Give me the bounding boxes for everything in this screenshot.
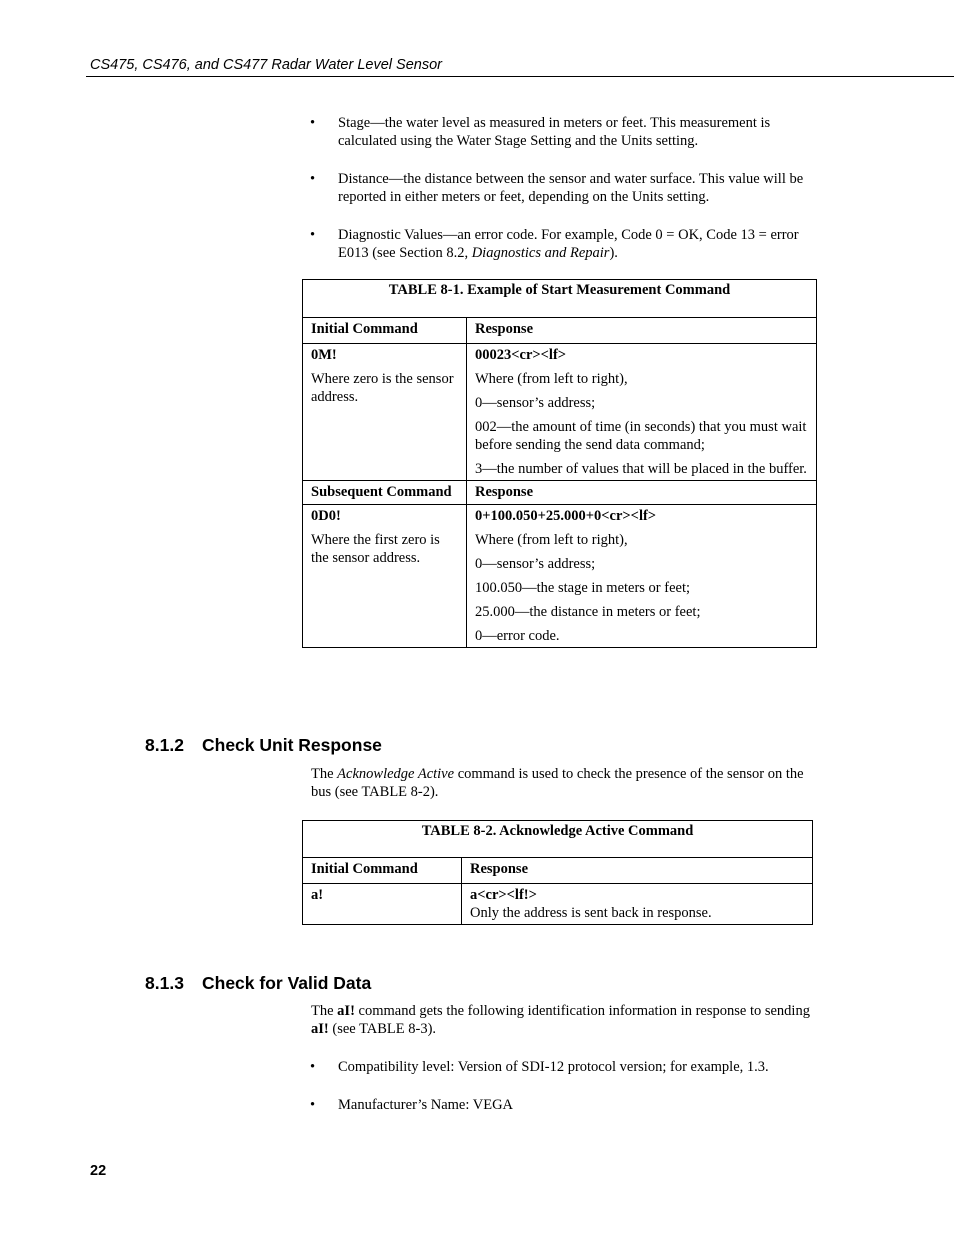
command-note: Where the first zero is the sensor address. bbox=[311, 532, 440, 566]
page-number: 22 bbox=[90, 1163, 107, 1179]
table-caption: TABLE 8-2. Acknowledge Active Command bbox=[303, 821, 813, 858]
response-line: 0—sensor’s address; bbox=[475, 556, 596, 572]
response-line: Where (from left to right), bbox=[475, 371, 628, 387]
section-reference-link[interactable]: Diagnostics and Repair bbox=[471, 245, 610, 261]
table-row bbox=[303, 344, 817, 481]
command-cell bbox=[303, 505, 467, 648]
table-8-2 bbox=[302, 820, 813, 925]
command-code: 0M! bbox=[311, 347, 337, 363]
section-8-1-2-paragraph: The Acknowledge Active command is used to check the presence of the sensor on the bus (see TABLE 8-2). bbox=[311, 766, 804, 800]
running-header: CS475, CS476, and CS477 Radar Water Level Sensor bbox=[90, 57, 442, 73]
bullet-glyph: • bbox=[310, 227, 316, 243]
response-line: 3—the number of values that will be placed in the buffer. bbox=[475, 461, 807, 477]
bullet-diagnostic bbox=[310, 226, 810, 262]
bullet-text: Distance—the distance between the sensor and water surface. This value will be reported in either meters or feet, depending on the Units setting. bbox=[338, 171, 804, 205]
section-heading-8-1-3 bbox=[145, 972, 371, 994]
section-number: 8.1.2 bbox=[145, 735, 184, 755]
section-title: Check for Valid Data bbox=[202, 973, 372, 993]
table-row bbox=[303, 884, 813, 925]
header-rule bbox=[86, 76, 954, 77]
bullet-stage bbox=[310, 114, 810, 150]
column-header-initial-command: Initial Command bbox=[303, 318, 467, 344]
bullet-text: Diagnostic Values—an error code. For example, Code 0 = OK, Code 13 = error E013 (see Section 8.2, Diagnostics and Repair). bbox=[338, 227, 799, 261]
bullet-text: Compatibility level: Version of SDI-12 protocol version; for example, 1.3. bbox=[338, 1059, 769, 1075]
table-8-1 bbox=[302, 279, 817, 648]
response-code: 0+100.050+25.000+0<cr><lf> bbox=[475, 508, 657, 524]
column-header-response: Response bbox=[467, 481, 817, 505]
command-code: a! bbox=[311, 887, 324, 903]
section-number: 8.1.3 bbox=[145, 973, 184, 993]
bullet-glyph: • bbox=[310, 171, 316, 187]
column-header-initial-command: Initial Command bbox=[303, 858, 462, 884]
column-header-response: Response bbox=[467, 318, 817, 344]
response-code: 00023<cr><lf> bbox=[475, 347, 567, 363]
response-line: 100.050—the stage in meters or feet; bbox=[475, 580, 691, 596]
bullet-glyph: • bbox=[310, 1097, 316, 1113]
bullet-text: Stage—the water level as measured in meters or feet. This measurement is calculated using the Water Stage Setting and the Units setting. bbox=[338, 115, 771, 149]
bullet-glyph: • bbox=[310, 115, 316, 131]
response-line: 25.000—the distance in meters or feet; bbox=[475, 604, 701, 620]
response-cell bbox=[467, 505, 817, 648]
response-code: a<cr><lf!> bbox=[470, 887, 537, 903]
command-cell bbox=[303, 884, 462, 925]
bullet-distance bbox=[310, 170, 810, 206]
bullet-glyph: • bbox=[310, 1059, 316, 1075]
command-code: 0D0! bbox=[311, 508, 341, 524]
bullet-text: Manufacturer’s Name: VEGA bbox=[338, 1097, 514, 1113]
bullet-compatibility-level bbox=[310, 1058, 810, 1076]
response-cell bbox=[467, 344, 817, 481]
response-line: 002—the amount of time (in seconds) that you must wait before sending the send data command; bbox=[475, 419, 807, 453]
bullet-manufacturer-name bbox=[310, 1096, 810, 1114]
column-header-response: Response bbox=[462, 858, 813, 884]
table-row bbox=[303, 505, 817, 648]
response-note: Only the address is sent back in response. bbox=[470, 905, 712, 921]
intro-bullet-list bbox=[310, 114, 810, 282]
section-title: Check Unit Response bbox=[202, 735, 382, 755]
response-line: 0—error code. bbox=[475, 628, 560, 644]
response-cell bbox=[462, 884, 813, 925]
command-cell bbox=[303, 344, 467, 481]
command-note: Where zero is the sensor address. bbox=[311, 371, 454, 405]
table-subheader-row bbox=[303, 481, 817, 505]
response-line: Where (from left to right), bbox=[475, 532, 628, 548]
column-header-subsequent-command: Subsequent Command bbox=[303, 481, 467, 505]
table-caption: TABLE 8-1. Example of Start Measurement Command bbox=[303, 280, 817, 318]
response-line: 0—sensor’s address; bbox=[475, 395, 596, 411]
identification-bullet-list bbox=[310, 1058, 810, 1114]
section-heading-8-1-2 bbox=[145, 734, 382, 756]
section-8-1-3-paragraph: The aI! command gets the following identification information in response to sending aI! (see TABLE 8-3). bbox=[311, 1003, 810, 1037]
